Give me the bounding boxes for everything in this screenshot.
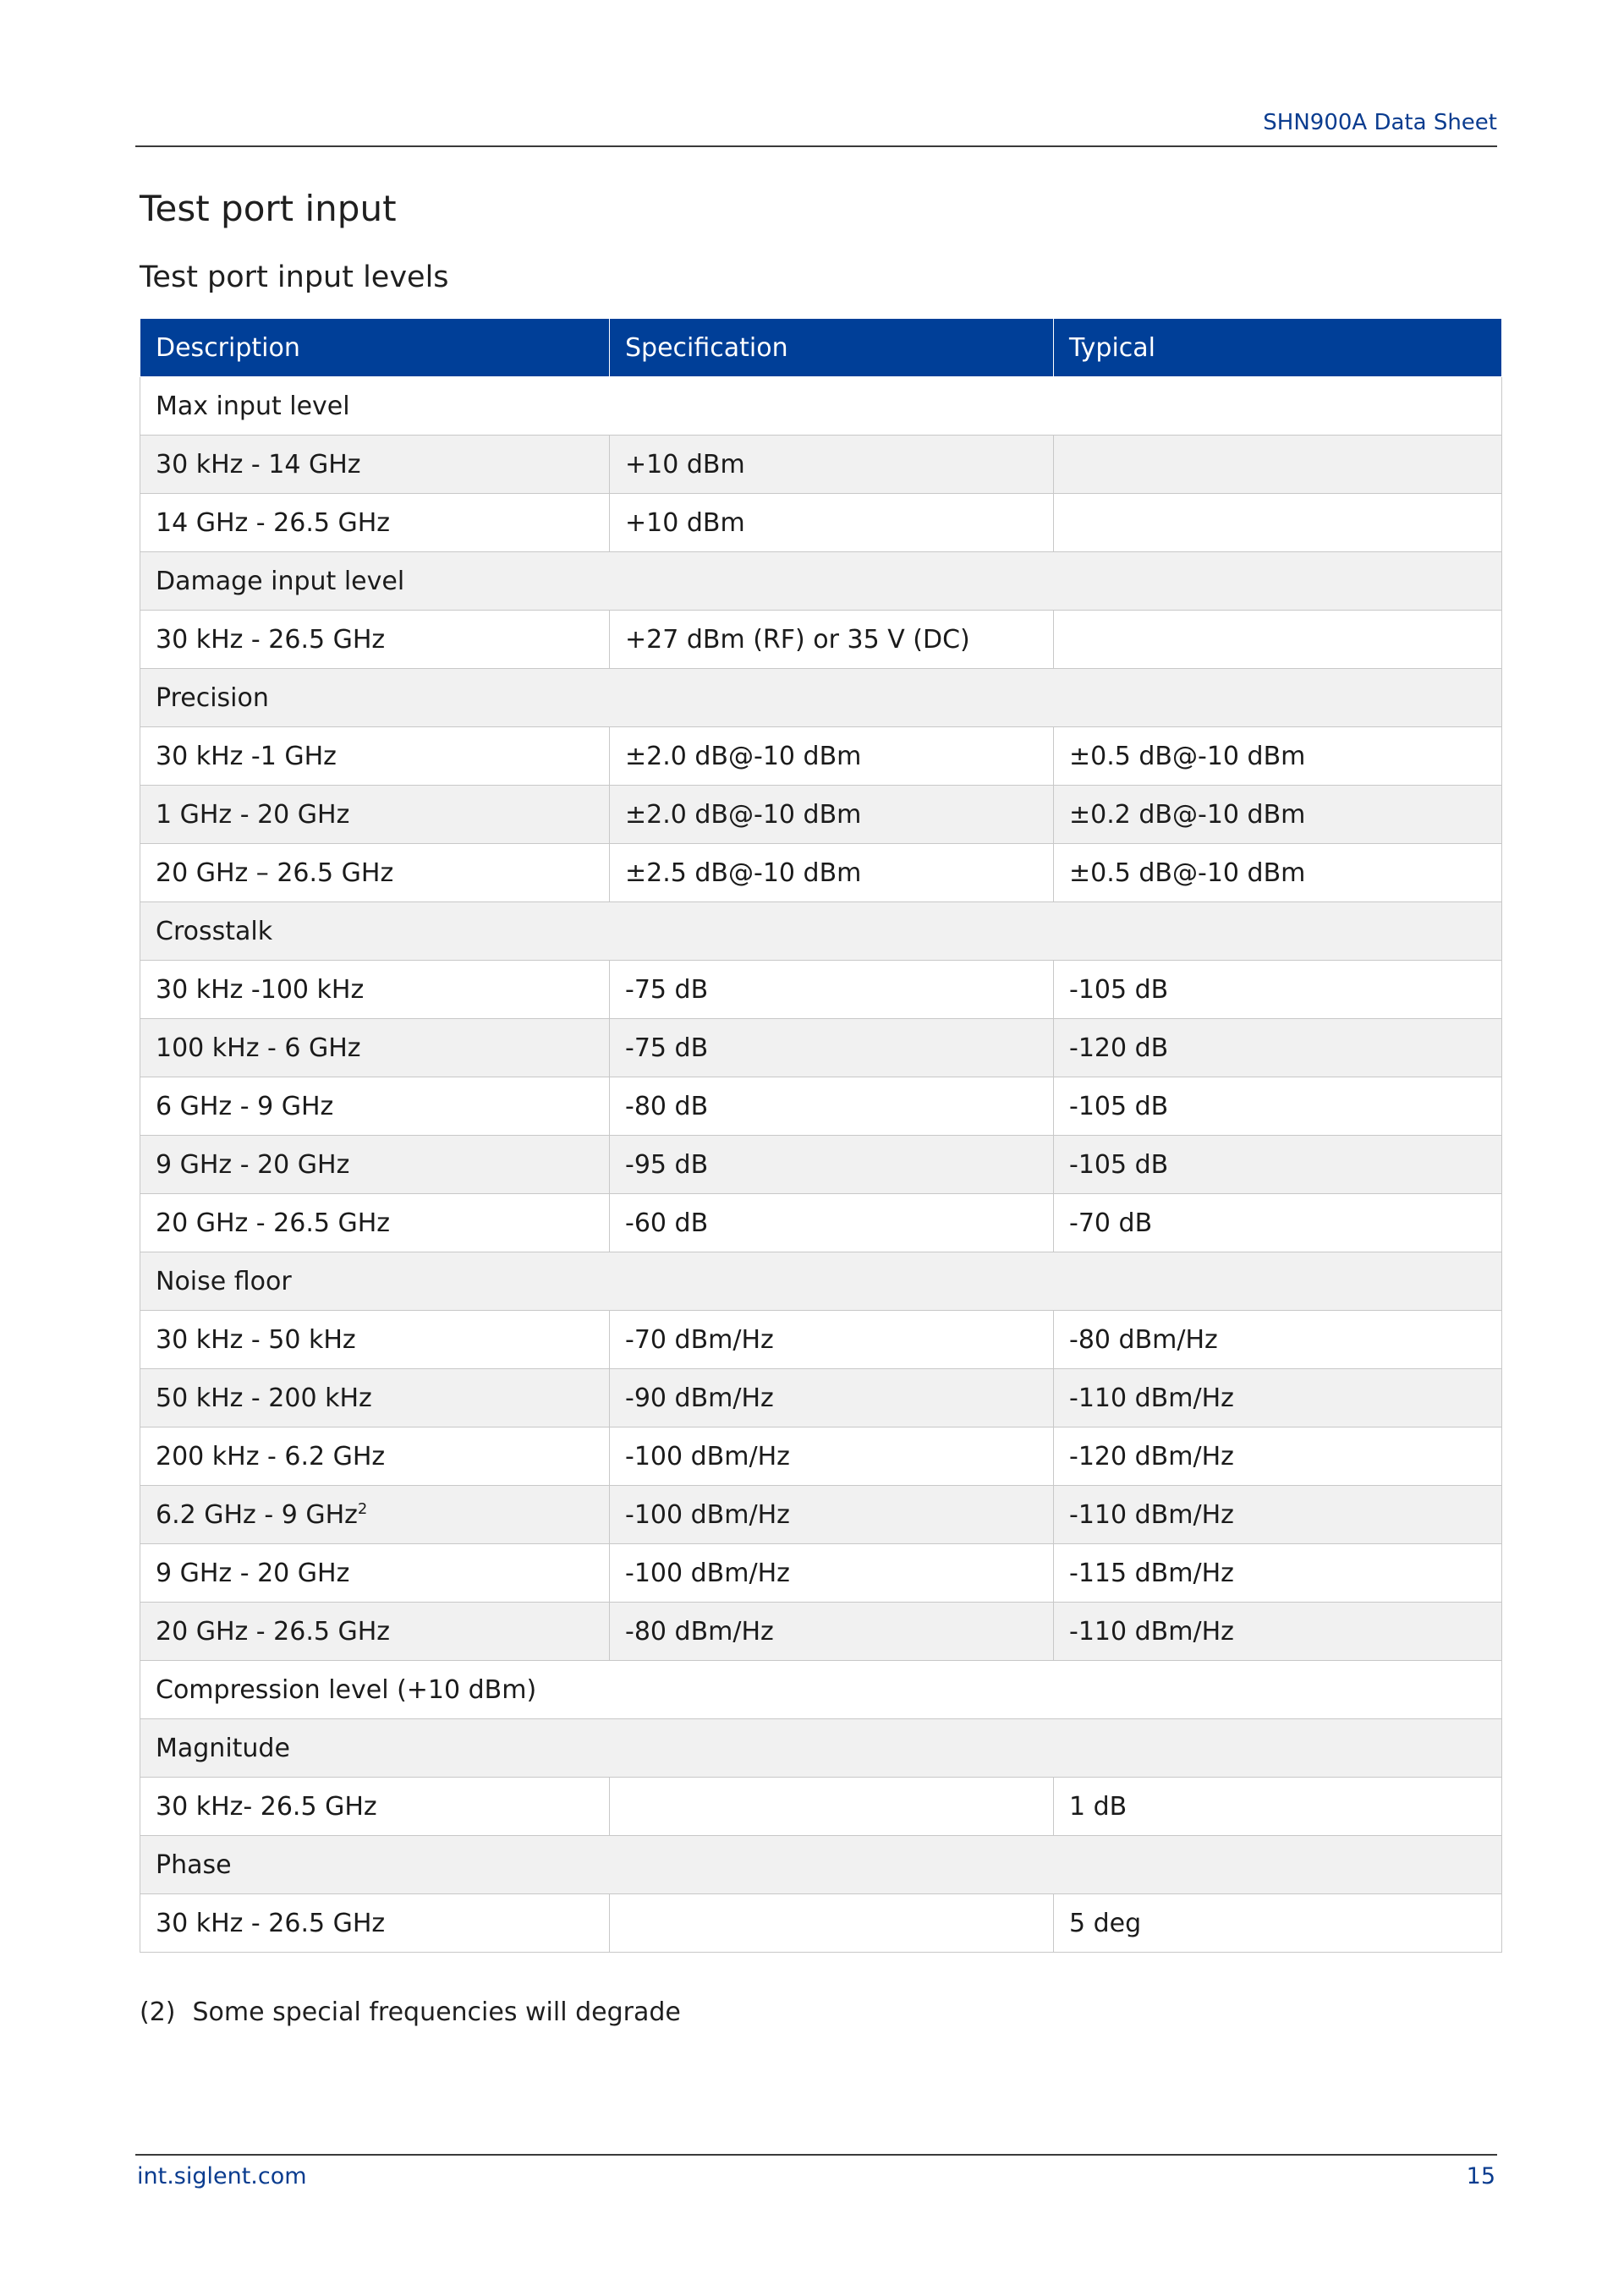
table-group-row [140, 552, 1502, 611]
description-text: 14 GHz - 26.5 GHz [156, 507, 391, 538]
spec-table-header [140, 319, 1502, 377]
cell-specification: -60 dB [610, 1194, 1054, 1252]
cell-typical: ±0.5 dB@-10 dBm [1054, 727, 1502, 786]
cell-specification: -70 dBm/Hz [610, 1311, 1054, 1369]
cell-specification: -75 dB [610, 961, 1054, 1019]
cell-typical: 5 deg [1054, 1894, 1502, 1953]
spec-table [140, 318, 1502, 1953]
description-text: 20 GHz - 26.5 GHz [156, 1616, 391, 1647]
description-text: 200 kHz - 6.2 GHz [156, 1441, 386, 1471]
description-text: 30 kHz -1 GHz [156, 741, 337, 771]
table-row [140, 786, 1502, 844]
cell-typical: -110 dBm/Hz [1054, 1369, 1502, 1427]
header-divider [135, 145, 1497, 147]
cell-specification [610, 1778, 1054, 1836]
table-row [140, 1894, 1502, 1953]
table-row [140, 1778, 1502, 1836]
cell-typical: ±0.5 dB@-10 dBm [1054, 844, 1502, 902]
cell-typical: 1 dB [1054, 1778, 1502, 1836]
cell-typical [1054, 436, 1502, 494]
cell-typical: -105 dB [1054, 1136, 1502, 1194]
cell-description [140, 1486, 610, 1544]
table-row [140, 1486, 1502, 1544]
cell-specification: -100 dBm/Hz [610, 1544, 1054, 1603]
table-row [140, 494, 1502, 552]
cell-typical: ±0.2 dB@-10 dBm [1054, 786, 1502, 844]
table-row [140, 1194, 1502, 1252]
cell-specification: -100 dBm/Hz [610, 1486, 1054, 1544]
cell-typical: -120 dB [1054, 1019, 1502, 1077]
cell-typical [1054, 494, 1502, 552]
footnote-text: Some special frequencies will degrade [192, 1997, 681, 2027]
group-label: Max input level [140, 377, 1502, 436]
cell-description [140, 1311, 610, 1369]
cell-specification: ±2.0 dB@-10 dBm [610, 727, 1054, 786]
cell-description [140, 844, 610, 902]
group-label: Compression level (+10 dBm) [140, 1661, 1502, 1719]
cell-description [140, 727, 610, 786]
cell-description [140, 1194, 610, 1252]
description-text: 20 GHz - 26.5 GHz [156, 1208, 391, 1238]
group-label: Phase [140, 1836, 1502, 1894]
description-text: 30 kHz - 26.5 GHz [156, 624, 386, 655]
table-row [140, 1544, 1502, 1603]
table-row [140, 1077, 1502, 1136]
column-header-description: Description [140, 319, 610, 377]
table-row [140, 436, 1502, 494]
cell-specification: -100 dBm/Hz [610, 1427, 1054, 1486]
cell-specification: +10 dBm [610, 494, 1054, 552]
footer-website-link[interactable]: int.siglent.com [137, 2163, 307, 2189]
cell-typical: -110 dBm/Hz [1054, 1486, 1502, 1544]
cell-description [140, 1778, 610, 1836]
description-text: 1 GHz - 20 GHz [156, 799, 350, 830]
table-group-row [140, 1252, 1502, 1311]
group-label: Crosstalk [140, 902, 1502, 961]
description-text: 100 kHz - 6 GHz [156, 1033, 361, 1063]
cell-specification: +10 dBm [610, 436, 1054, 494]
spec-table-body [140, 377, 1502, 1953]
table-group-row [140, 377, 1502, 436]
table-row [140, 1019, 1502, 1077]
table-group-row [140, 669, 1502, 727]
cell-specification: -90 dBm/Hz [610, 1369, 1054, 1427]
description-text: 20 GHz – 26.5 GHz [156, 858, 394, 888]
cell-specification: ±2.5 dB@-10 dBm [610, 844, 1054, 902]
footnote-number: (2) [140, 1997, 176, 2027]
description-text: 9 GHz - 20 GHz [156, 1558, 350, 1588]
description-text: 30 kHz- 26.5 GHz [156, 1791, 377, 1822]
cell-description [140, 1603, 610, 1661]
cell-specification: -80 dBm/Hz [610, 1603, 1054, 1661]
cell-typical: -115 dBm/Hz [1054, 1544, 1502, 1603]
cell-description [140, 1894, 610, 1953]
cell-typical: -105 dB [1054, 1077, 1502, 1136]
group-label: Noise floor [140, 1252, 1502, 1311]
cell-description [140, 611, 610, 669]
table-group-row [140, 902, 1502, 961]
table-row [140, 1427, 1502, 1486]
cell-description [140, 1369, 610, 1427]
table-row [140, 727, 1502, 786]
description-text: 30 kHz - 14 GHz [156, 449, 361, 479]
cell-typical: -120 dBm/Hz [1054, 1427, 1502, 1486]
page-number: 15 [1466, 2163, 1495, 2189]
section-subtitle: Test port input levels [140, 260, 449, 294]
footnote-reference: 2 [357, 1499, 368, 1518]
section-title: Test port input [140, 188, 397, 229]
description-text: 50 kHz - 200 kHz [156, 1383, 372, 1413]
document-title: SHN900A Data Sheet [1263, 110, 1497, 135]
cell-description [140, 1019, 610, 1077]
table-row [140, 611, 1502, 669]
cell-typical: -70 dB [1054, 1194, 1502, 1252]
table-group-row [140, 1719, 1502, 1778]
table-row [140, 961, 1502, 1019]
cell-description [140, 1544, 610, 1603]
table-group-row [140, 1836, 1502, 1894]
cell-typical: -110 dBm/Hz [1054, 1603, 1502, 1661]
cell-specification: ±2.0 dB@-10 dBm [610, 786, 1054, 844]
cell-description [140, 961, 610, 1019]
group-label: Damage input level [140, 552, 1502, 611]
group-label: Magnitude [140, 1719, 1502, 1778]
cell-specification: -95 dB [610, 1136, 1054, 1194]
cell-description [140, 436, 610, 494]
column-header-specification: Specification [610, 319, 1054, 377]
cell-specification: -75 dB [610, 1019, 1054, 1077]
cell-description [140, 1136, 610, 1194]
cell-description [140, 494, 610, 552]
table-row [140, 844, 1502, 902]
description-text: 30 kHz - 26.5 GHz [156, 1908, 386, 1938]
footnote [140, 1997, 681, 2027]
footer-divider [135, 2154, 1497, 2156]
cell-specification: +27 dBm (RF) or 35 V (DC) [610, 611, 1054, 669]
table-row [140, 1311, 1502, 1369]
cell-specification [610, 1894, 1054, 1953]
cell-description [140, 1427, 610, 1486]
description-text: 30 kHz -100 kHz [156, 974, 365, 1005]
cell-typical: -80 dBm/Hz [1054, 1311, 1502, 1369]
group-label: Precision [140, 669, 1502, 727]
cell-specification: -80 dB [610, 1077, 1054, 1136]
table-group-row [140, 1661, 1502, 1719]
table-row [140, 1603, 1502, 1661]
cell-description [140, 1077, 610, 1136]
column-header-typical: Typical [1054, 319, 1502, 377]
description-text: 6.2 GHz - 9 GHz [156, 1499, 358, 1530]
cell-typical: -105 dB [1054, 961, 1502, 1019]
description-text: 6 GHz - 9 GHz [156, 1091, 334, 1121]
cell-description [140, 786, 610, 844]
cell-typical [1054, 611, 1502, 669]
table-row [140, 1369, 1502, 1427]
description-text: 9 GHz - 20 GHz [156, 1149, 350, 1180]
table-row [140, 1136, 1502, 1194]
description-text: 30 kHz - 50 kHz [156, 1324, 356, 1355]
